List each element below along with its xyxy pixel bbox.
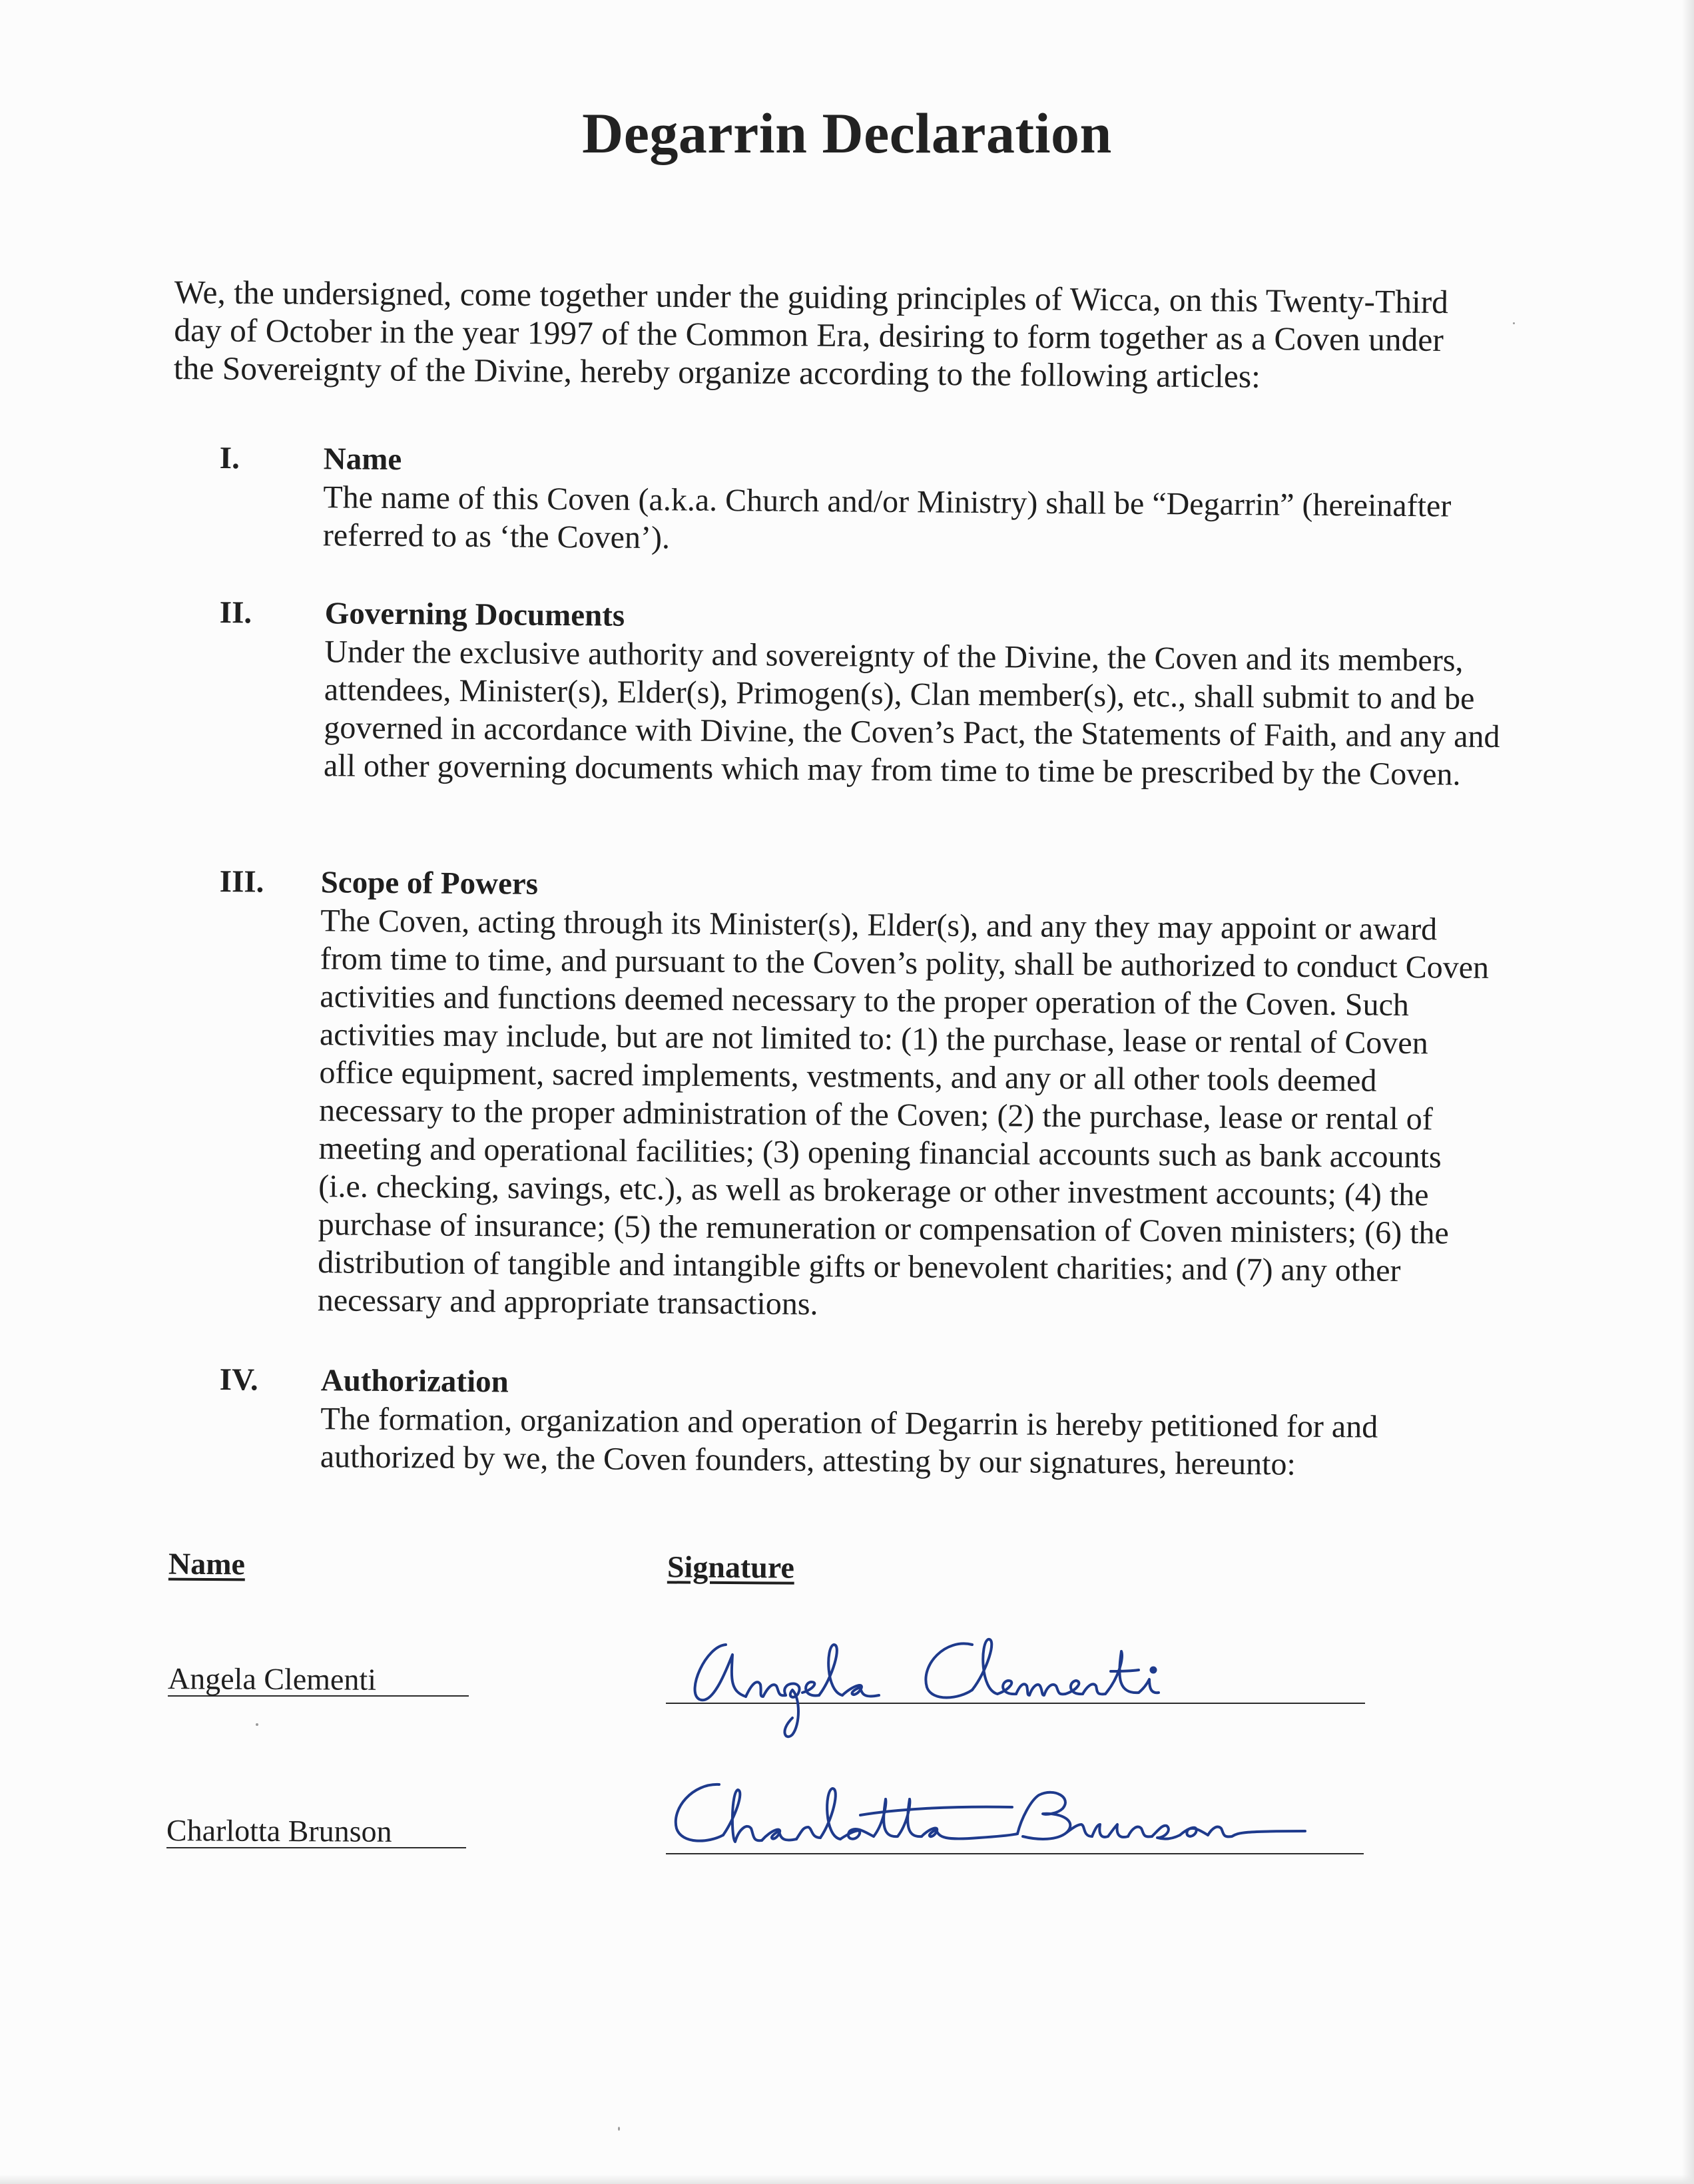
article-number: II. — [219, 595, 252, 631]
article-text: Under the exclusive authority and sovereignty of the Divine, the Coven and its members, attendees, Minister(s), Elder(s), Primogen(s), Clan member(s), etc., shall submit to and be governed in accordance with Divine, the Coven’s Pact, the Statements of Faith, and any and all other governing documents which may from time to time be prescribed by the Coven. — [323, 634, 1500, 792]
scan-speck — [1513, 322, 1515, 324]
article-text: The formation, organization and operation of Degarrin is hereby petitioned for and authorized by we, the Coven founders, attesting by our signatures, hereunto: — [320, 1401, 1378, 1482]
article-heading: Authorization — [320, 1363, 509, 1400]
article-heading: Scope of Powers — [320, 865, 539, 902]
signer-name: Angela Clementi — [167, 1661, 377, 1697]
article-authorization — [219, 1361, 1498, 1482]
article-number: I. — [219, 440, 240, 476]
article-scope-of-powers — [219, 863, 1498, 1322]
name-column-header: Name — [168, 1546, 246, 1581]
document-title: Degarrin Declaration — [582, 101, 1112, 165]
intro-paragraph — [174, 273, 1480, 397]
signature-column-header: Signature — [667, 1549, 795, 1585]
scan-speck — [256, 1723, 258, 1726]
article-governing-documents — [219, 594, 1512, 792]
scan-edge-shadow-bottom — [0, 2175, 1694, 2184]
article-heading: Governing Documents — [324, 596, 625, 633]
intro-text: We, the undersigned, come together under the guiding principles of Wicca, on this Twenty-Third day of October in the year 1997 of the Common Era, desiring to form together as a Coven under the Sovereignty of the Divine, hereby organize according to the following articles: — [173, 273, 1449, 395]
signature-charlotta-brunson — [666, 1771, 1372, 1871]
article-text: The Coven, acting through its Minister(s), Elder(s), and any they may appoint or award from time to time, and pursuant to the Coven’s polity, shall be authorized to conduct Coven activities and functions deemed necessary to the proper operation of the Coven. Such activities may include, but are not limited to: (1) the purchase, lease or rental of Coven office equipment, sacred implements, vestments, and any or all other tools deemed necessary to the proper administration of the Coven; (2) the purchase, lease or rental of meeting and operational facilities; (3) opening financial accounts such as bank accounts (i.e. checking, savings, etc.), as well as brokerage or other investment accounts; (4) the purchase of insurance; (5) the remuneration or compensation of Coven ministers; (6) the distribution of tangible and intangible gifts or benevolent charities; and (7) any other necessary and appropriate transactions. — [317, 903, 1490, 1322]
article-text: The name of this Coven (a.k.a. Church and/or Ministry) shall be “Degarrin” (hereinafter referred to as ‘the Coven’). — [322, 479, 1452, 556]
signer-name: Charlotta Brunson — [166, 1813, 392, 1848]
article-body — [323, 440, 1496, 563]
name-underline — [168, 1695, 469, 1697]
scan-edge-shadow — [1682, 0, 1694, 2184]
article-number: III. — [219, 864, 264, 900]
scan-speck — [618, 2127, 620, 2131]
article-body — [320, 1362, 1493, 1485]
article-body — [324, 595, 1510, 794]
article-heading: Name — [323, 441, 402, 477]
article-body — [318, 864, 1500, 1328]
signature-angela-clementi — [679, 1618, 1225, 1745]
name-underline — [166, 1847, 466, 1848]
article-number: IV. — [219, 1362, 258, 1398]
article-name — [219, 439, 1498, 556]
